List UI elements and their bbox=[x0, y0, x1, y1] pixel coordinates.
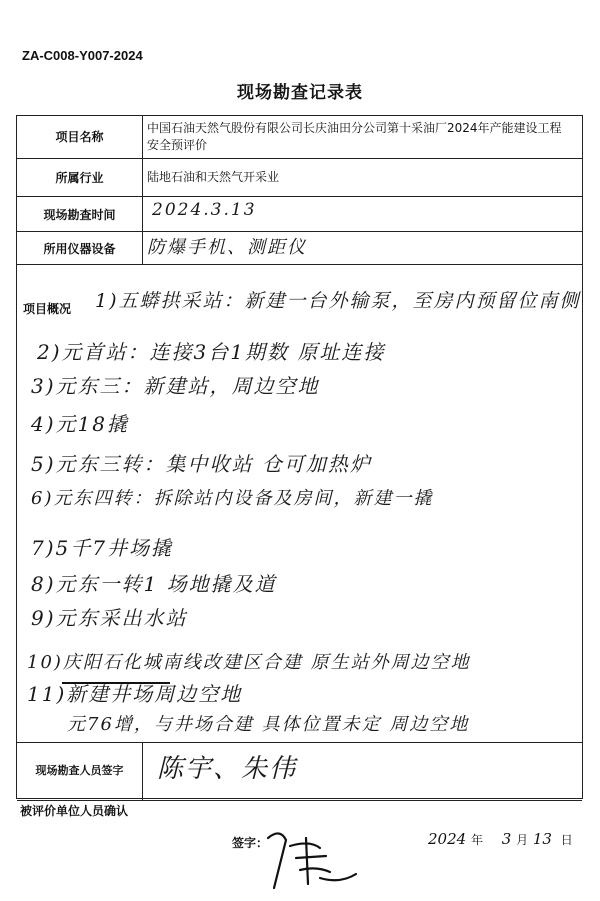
date-day: 13 bbox=[532, 830, 552, 848]
industry-value: 陆地石油和天然气开采业 bbox=[147, 170, 280, 184]
confirmation-signature-scribble bbox=[260, 818, 370, 898]
sign-label: 签字： bbox=[232, 836, 269, 850]
survey-time-label: 现场勘查时间 bbox=[43, 208, 116, 222]
date-day-unit: 日 bbox=[560, 833, 573, 847]
survey-record-table bbox=[16, 115, 583, 799]
industry-label: 所属行业 bbox=[55, 171, 104, 185]
overview-line-3: 3)元东三：新建站，周边空地 bbox=[31, 374, 320, 398]
surveyor-label: 现场勘查人员签字 bbox=[35, 764, 124, 777]
overview-line-8: 8)元东一转1 场地撬及道 bbox=[31, 572, 277, 596]
date-month-unit: 月 bbox=[516, 833, 529, 847]
overview-line-9: 9)元东采出水站 bbox=[31, 606, 188, 630]
date-month: 3 bbox=[501, 830, 512, 848]
document-code: ZA-C008-Y007-2024 bbox=[22, 48, 143, 63]
confirmation-label: 被评价单位人员确认 bbox=[20, 804, 129, 818]
overview-line-1: 1)五蟒拱采站：新建一台外输泵，至房内预留位南侧 bbox=[95, 290, 581, 312]
instruments-value: 防爆手机、测距仪 bbox=[147, 237, 307, 258]
document-title: 现场勘查记录表 bbox=[237, 83, 363, 103]
overview-line-6: 6)元东四转：拆除站内设备及房间，新建一撬 bbox=[31, 488, 434, 509]
surveyor-signature: 陈宇、朱伟 bbox=[157, 754, 298, 784]
overview-line-2: 2)元首站：连接3台1期数 原址连接 bbox=[37, 340, 386, 364]
instruments-label: 所用仪器设备 bbox=[43, 242, 116, 256]
overview-line-10: 10)庆阳石化城南线改建区合建 原生站外周边空地 bbox=[27, 652, 471, 673]
overview-line-12: 元76增，与井场合建 具体位置未定 周边空地 bbox=[67, 714, 470, 735]
project-name-value: 中国石油天然气股份有限公司长庆油田分公司第十采油厂2024年产能建设工程安全预评价 bbox=[147, 121, 562, 152]
overview-line-5: 5)元东三转：集中收站 仓可加热炉 bbox=[31, 452, 372, 476]
overview-line-7: 7)5千7井场撬 bbox=[31, 536, 173, 560]
overview-line-4: 4)元18撬 bbox=[31, 412, 129, 436]
overview-line-11: 11)新建井场周边空地 bbox=[27, 682, 243, 706]
date-year-unit: 年 bbox=[470, 833, 483, 847]
overview-label: 项目概况 bbox=[23, 302, 72, 316]
strikethrough-mark bbox=[62, 682, 170, 684]
confirmation-date bbox=[428, 830, 573, 848]
confirmation-signature bbox=[290, 842, 292, 843]
project-name-label: 项目名称 bbox=[55, 130, 104, 144]
survey-time-value: 2024.3.13 bbox=[152, 200, 257, 220]
date-year: 2024 bbox=[428, 830, 467, 848]
